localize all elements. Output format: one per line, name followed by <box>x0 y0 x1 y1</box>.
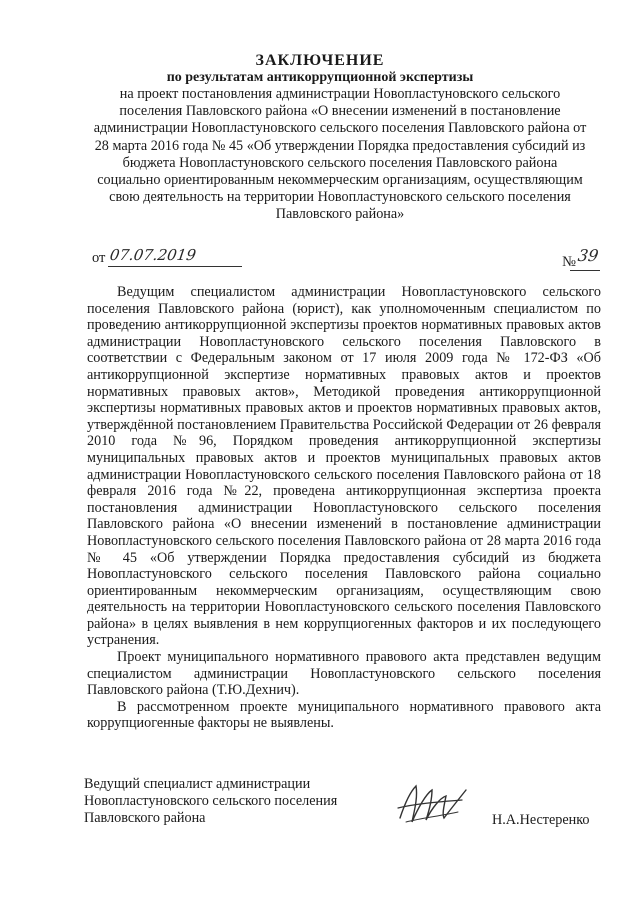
body-paragraph: Проект муниципального нормативного правового акта представлен ведущим специалистом администрации Новопластуновского сельского поселения Павловского района (Т.Ю.Дехнич). <box>87 649 601 699</box>
handwritten-number: 39 <box>576 246 600 265</box>
date-number-row <box>92 246 600 272</box>
date-label: от <box>92 250 106 266</box>
signer-position-line: Новопластуновского сельского поселения <box>84 793 338 809</box>
date-underline <box>108 266 242 267</box>
number-label: № <box>562 254 576 270</box>
number-underline <box>570 270 600 271</box>
signer-position-line: Ведущий специалист администрации <box>84 776 311 792</box>
handwritten-date: 07.07.2019 <box>108 246 198 264</box>
document-heading: на проект постановления администрации Новопластуновского сельского поселения Павловского района «О внесении изменений в постановление администрации Новопластуновского сельского поселения Павловского района от 28 марта 2016 года № 45 «Об утверждении Порядка предоставления субсидий из бюджета Новопластуновского сельского поселения Павловского района социально ориентированным некоммерческим организациям, осуществляющим свою деятельность на территории Новопластуновского сельского поселения Павловского района» <box>93 86 587 223</box>
signer-position <box>84 776 337 827</box>
document-subtitle: по результатам антикоррупционной экспертизы <box>166 70 474 85</box>
signer-position-line: Павловского района <box>84 810 206 826</box>
signer-name: Н.А.Нестеренко <box>492 812 590 828</box>
document-title: ЗАКЛЮЧЕНИЕ <box>255 52 385 69</box>
body-paragraph: В рассмотренном проекте муниципального нормативного правового акта коррупциогенные факторы не выявлены. <box>87 698 601 732</box>
body-paragraph: Ведущим специалистом администрации Новопластуновского сельского поселения Павловского района (юрист), как уполномоченным специалистом по проведению антикоррупционной экспертизы проектов нормативных правовых актов администрации Новопластуновского сельского поселения Павловского в соответствии с Федеральным законом от 17 июля 2009 года № 172-ФЗ «Об антикоррупционной экспертизе нормативных правовых актов и проектов нормативных правовых актов», Методикой проведения антикоррупционной экспертизы нормативных правовых актов и проектов нормативных правовых актов, утверждённой постановлением Правительства Российской Федерации от 26 февраля 2010 года №96, Порядком проведения антикоррупционной экспертизы муниципальных правовых актов и проектов муниципальных правовых актов администрации Новопластуновского сельского поселения Павловского района от 18 февраля 2016 года №22, проведена антикоррупционная экспертиза проекта постановления администрации Новопластуновского сельского поселения Павловского района «О внесении изменений в постановление администрации Новопластуновского сельского поселения Павловского района от 28 марта 2016 года № 45 «Об утверждении Порядка предоставления субсидий из бюджета Новопластуновского сельского поселения Павловского района социально ориентированным некоммерческим организациям, осуществляющим свою деятельность на территории Новопластуновского сельского поселения Павловского района» в целях выявления в нем коррупциогенных факторов и их последующего устранения. <box>87 284 601 649</box>
handwritten-signature <box>392 778 474 830</box>
document-body <box>87 284 601 732</box>
